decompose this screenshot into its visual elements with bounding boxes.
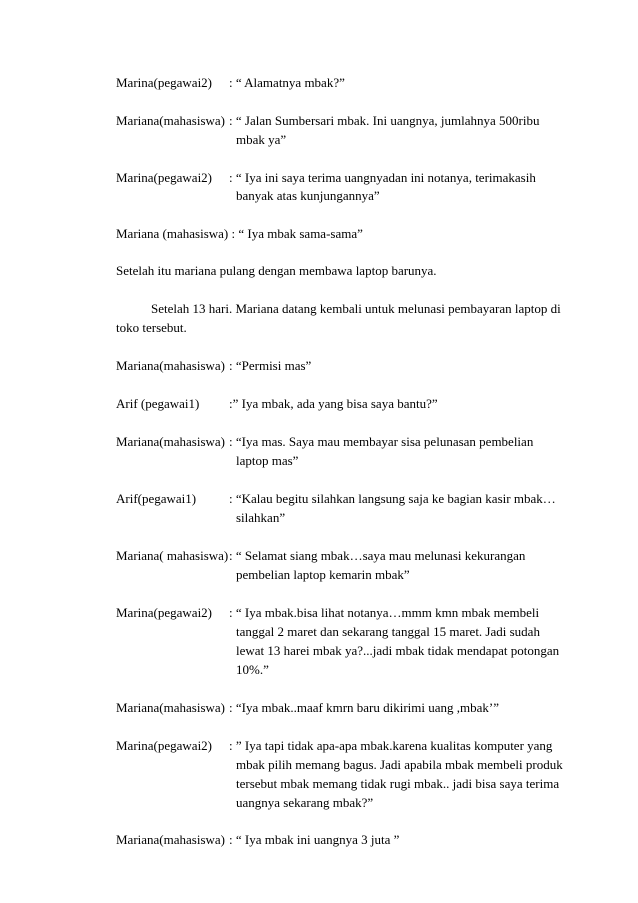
speaker-label: Mariana(mahasiswa) xyxy=(116,434,226,449)
utterance-line: : “Iya mas. Saya mau membayar sisa pelunasan pembelian xyxy=(229,434,534,449)
utterance-line: mbak ya” xyxy=(236,132,287,147)
speaker-label: Marina(pegawai2) xyxy=(116,75,213,90)
speaker-label: Marina(pegawai2) xyxy=(116,170,213,185)
utterance-line: banyak atas kunjungannya” xyxy=(236,188,380,203)
narrative-paragraph-line: Setelah 13 hari. Mariana datang kembali untuk melunasi pembayaran laptop di xyxy=(151,301,561,316)
utterance-line: tersebut mbak memang tidak rugi mbak.. jadi bisa saya terima xyxy=(236,776,560,791)
utterance-line: : “Permisi mas” xyxy=(229,358,312,373)
utterance-line: : “ Iya ini saya terima uangnyadan ini notanya, terimakasih xyxy=(229,170,536,185)
speaker-label: Mariana(mahasiswa) xyxy=(116,113,226,128)
utterance-line: lewat 13 harei mbak ya?...jadi mbak tidak mendapat potongan xyxy=(236,643,560,658)
narrative-paragraph: Setelah itu mariana pulang dengan membawa laptop barunya. xyxy=(116,263,437,278)
speaker-label: Mariana( mahasiswa) xyxy=(116,548,229,563)
speaker-label: Marina(pegawai2) xyxy=(116,738,213,753)
narrative-paragraph-line: toko tersebut. xyxy=(116,320,187,335)
utterance-line: : “Kalau begitu silahkan langsung saja ke bagian kasir mbak… xyxy=(229,491,556,506)
utterance-line: : “ Iya mbak.bisa lihat notanya…mmm kmn mbak membeli xyxy=(229,605,540,620)
speaker-label: Mariana(mahasiswa) xyxy=(116,832,226,847)
utterance-line: : “Iya mbak..maaf kmrn baru dikirimi uang ,mbak’” xyxy=(229,700,500,715)
utterance-line: :” Iya mbak, ada yang bisa saya bantu?” xyxy=(229,396,438,411)
speaker-label: Mariana(mahasiswa) xyxy=(116,358,226,373)
utterance-line: pembelian laptop kemarin mbak” xyxy=(236,567,410,582)
utterance-line: : “ Alamatnya mbak?” xyxy=(229,75,345,90)
utterance-line: mbak pilih memang bagus. Jadi apabila mbak membeli produk xyxy=(236,757,563,772)
speaker-label: Marina(pegawai2) xyxy=(116,605,213,620)
utterance-line: : “ Selamat siang mbak…saya mau melunasi kekurangan xyxy=(229,548,526,563)
speaker-label: Arif(pegawai1) xyxy=(116,491,197,506)
speaker-label: Arif (pegawai1) xyxy=(116,396,200,411)
speaker-label: Mariana(mahasiswa) xyxy=(116,700,226,715)
utterance-line: 10%.” xyxy=(236,662,269,677)
utterance-line: : “ Jalan Sumbersari mbak. Ini uangnya, jumlahnya 500ribu xyxy=(229,113,540,128)
utterance-line: : “ Iya mbak ini uangnya 3 juta ” xyxy=(229,832,400,847)
utterance-line: tanggal 2 maret dan sekarang tanggal 15 maret. Jadi sudah xyxy=(236,624,540,639)
utterance-line: : ” Iya tapi tidak apa-apa mbak.karena kualitas komputer yang xyxy=(229,738,553,753)
dialogue-line: Mariana (mahasiswa) : “ Iya mbak sama-sama” xyxy=(116,226,363,241)
utterance-line: uangnya sekarang mbak?” xyxy=(236,795,374,810)
utterance-line: laptop mas” xyxy=(236,453,299,468)
utterance-line: silahkan” xyxy=(236,510,286,525)
